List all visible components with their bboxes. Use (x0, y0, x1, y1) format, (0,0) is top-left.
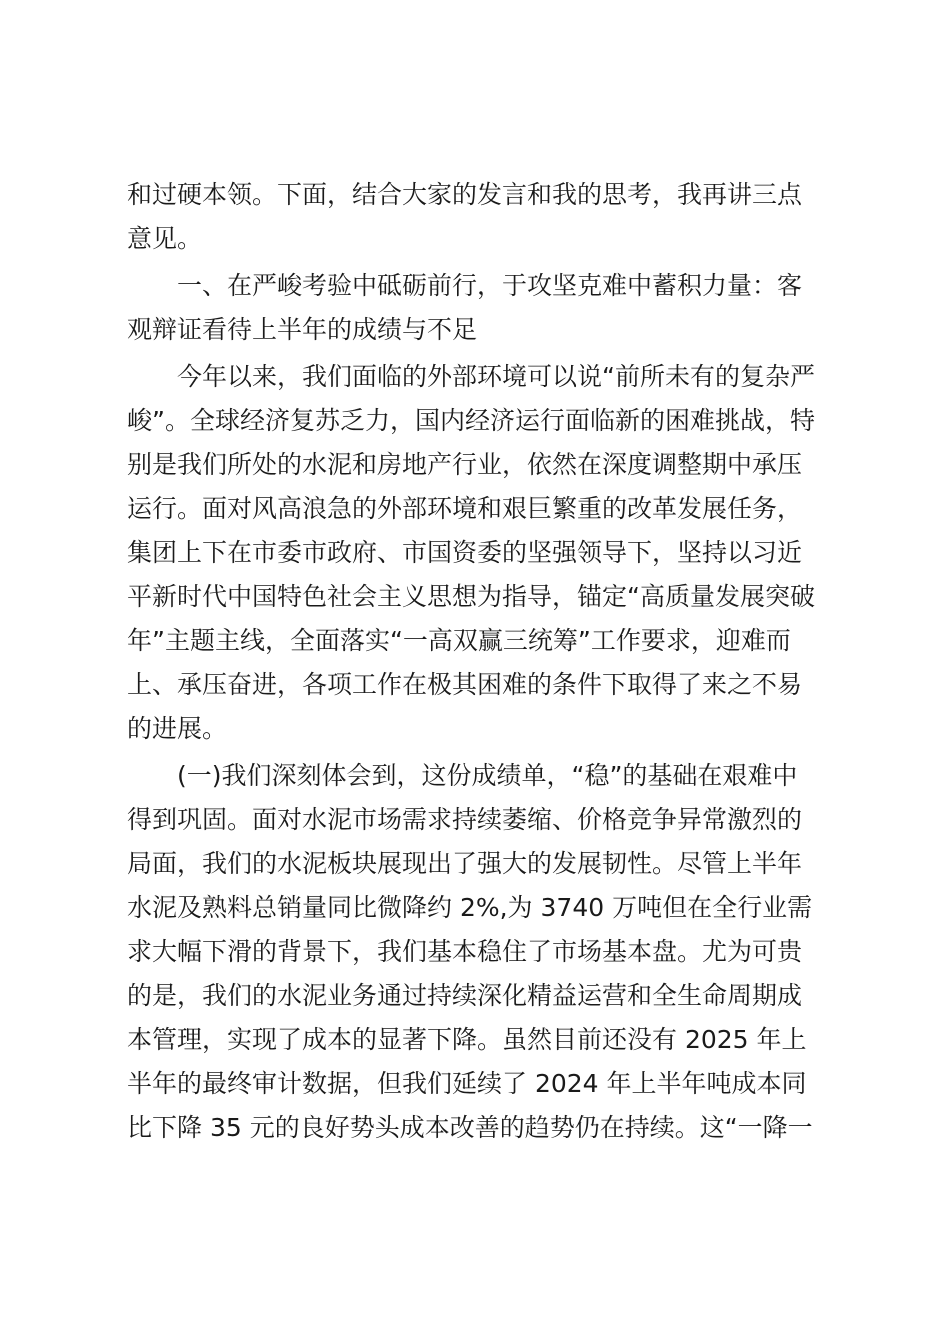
text-line: 今年以来，我们面临的外部环境可以说“前所未有的复杂严 (177, 362, 815, 391)
text-line: 得到巩固。面对水泥市场需求持续萎缩、价格竞争异常激烈的 (127, 805, 803, 834)
text-line: 的是，我们的水泥业务通过持续深化精益运营和全生命周期成 (127, 981, 803, 1010)
text-line: 水泥及熟料总销量同比微降约 2%,为 3740 万吨但在全行业需 (127, 893, 813, 922)
text-line: 运行。面对风高浪急的外部环境和艰巨繁重的改革发展任务， (127, 494, 803, 523)
text-line: 比下降 35 元的良好势头成本改善的趋势仍在持续。这“一降一 (127, 1113, 813, 1142)
text-line: 和过硬本领。下面，结合大家的发言和我的思考，我再讲三点 (127, 180, 803, 209)
text-line: 半年的最终审计数据，但我们延续了 2024 年上半年吨成本同 (127, 1069, 807, 1098)
text-line: 平新时代中国特色社会主义思想为指导，锚定“高质量发展突破 (127, 582, 815, 611)
text-line: 本管理，实现了成本的显著下降。虽然目前还没有 2025 年上 (127, 1025, 807, 1054)
section-heading-line: 一、在严峻考验中砥砺前行，于攻坚克难中蓄积力量：客 (177, 271, 803, 300)
text-line: 上、承压奋进，各项工作在极其困难的条件下取得了来之不易 (127, 670, 803, 699)
body-text (127, 173, 827, 1150)
text-line: 局面，我们的水泥板块展现出了强大的发展韧性。尽管上半年 (127, 849, 803, 878)
text-line: 集团上下在市委市政府、市国资委的坚强领导下，坚持以习近 (127, 538, 803, 567)
section-heading-line: 观辩证看待上半年的成绩与不足 (127, 315, 478, 344)
text-line: 别是我们所处的水泥和房地产行业，依然在深度调整期中承压 (127, 450, 803, 479)
text-line: 求大幅下滑的背景下，我们基本稳住了市场基本盘。尤为可贵 (127, 937, 803, 966)
text-line: 的进展。 (127, 714, 228, 743)
text-line: 峻”。全球经济复苏乏力，国内经济运行面临新的困难挑战，特 (127, 406, 815, 435)
text-line: 意见。 (127, 224, 203, 253)
text-line: 年”主题主线，全面落实“一高双赢三统筹”工作要求，迎难而 (127, 626, 791, 655)
text-line: (一)我们深刻体会到，这份成绩单，“稳”的基础在艰难中 (177, 761, 798, 790)
